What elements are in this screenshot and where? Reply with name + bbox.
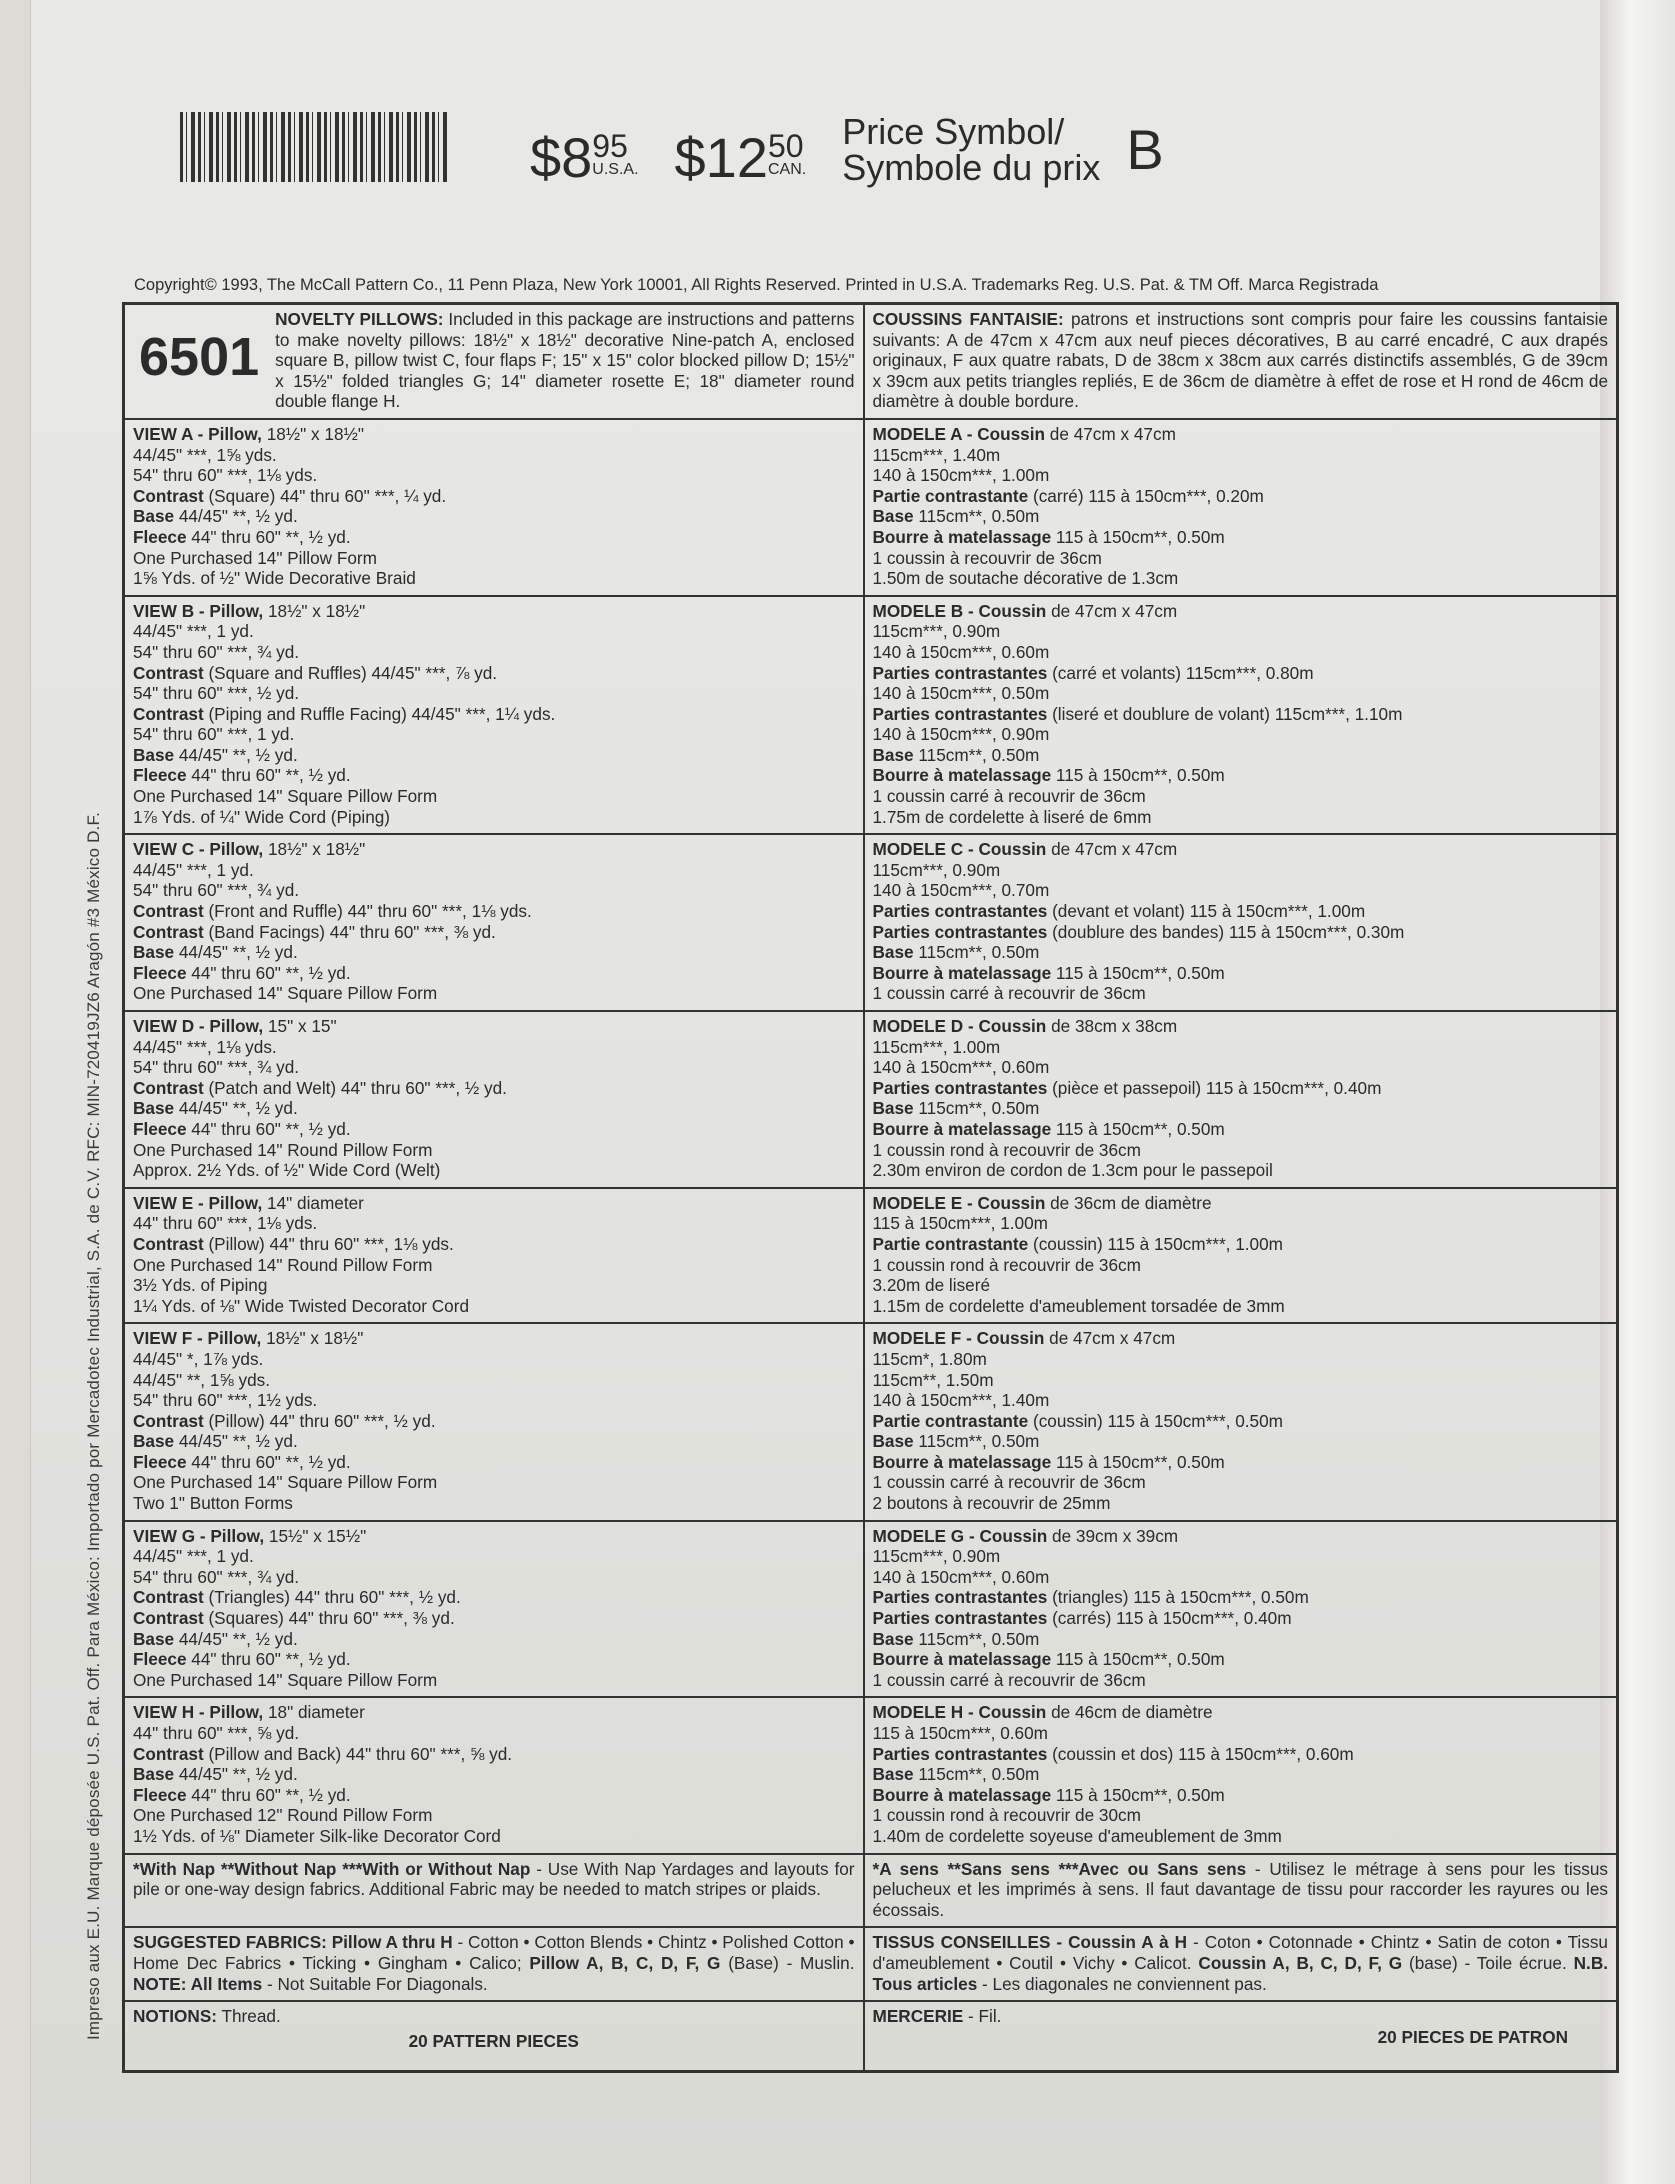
yardage-line: 115cm*, 1.80m — [872, 1348, 987, 1369]
intro-en — [275, 309, 854, 412]
view-title: VIEW H - Pillow, — [133, 1702, 264, 1723]
view-size: de 46cm de diamètre — [1051, 1702, 1213, 1723]
yardage-line: Base 44/45" **, ½ yd. — [133, 1628, 298, 1649]
view-size: 18½" x 18½" — [266, 1328, 364, 1349]
copyright-line: Copyright© 1993, The McCall Pattern Co., 11 Penn Plaza, New York 10001, All Rights Reserved. Printed in U.S.A. Trademarks Reg. U.S. Pat. & TM Off. Marca Registrada — [134, 276, 1379, 294]
yardage-line: 2.30m environ de cordon de 1.3cm pour le passepoil — [872, 1160, 1273, 1181]
notions-en-label: NOTIONS: — [133, 2006, 218, 2027]
yardage-line: Bourre à matelassage 115 à 150cm**, 0.50m — [872, 1649, 1225, 1670]
yardage-line: One Purchased 12" Round Pillow Form — [133, 1805, 433, 1826]
view-size: 15" x 15" — [267, 1016, 337, 1036]
yardage-line: Base 44/45" **, ½ yd. — [133, 506, 298, 527]
yardage-line: 115cm***, 1.00m — [872, 1036, 1001, 1057]
view-size: de 36cm de diamètre — [1050, 1192, 1212, 1213]
view-size: 15½" x 15½" — [268, 1525, 367, 1546]
fabrics-fr-text3: - Les diagonales ne conviennent pas. — [977, 1973, 1267, 1994]
view-heading — [873, 1702, 1609, 1723]
view-row — [124, 1521, 1618, 1698]
view-heading — [873, 601, 1609, 622]
notions-fr-text: - Fil. — [963, 2006, 1002, 2027]
view-size: de 47cm x 47cm — [1051, 839, 1178, 860]
yardage-line: Base 115cm**, 0.50m — [872, 1431, 1040, 1452]
yardage-line: 54" thru 60" ***, ¾ yd. — [133, 1057, 300, 1078]
view-heading — [873, 424, 1609, 445]
yardage-line: 54" thru 60" ***, 1 yd. — [133, 724, 295, 745]
nap-en-text: - Use With Nap Yardages and layouts for pile or one-way design fabrics. Additional Fabric may be needed to match stripes or plaids. — [133, 1858, 855, 1900]
price-symbol-label — [842, 111, 1101, 188]
notions-en-cell — [124, 2001, 864, 2072]
yardage-line: 140 à 150cm***, 0.90m — [872, 724, 1050, 745]
yardage-line: 44/45" **, 1⅝ yds. — [133, 1369, 271, 1390]
fabrics-fr-cell — [864, 1927, 1618, 2001]
yardage-line: Fleece 44" thru 60" **, ½ yd. — [133, 962, 351, 983]
fabrics-en-bold3: NOTE: All Items — [133, 1973, 263, 1994]
price-usa-label: U.S.A. — [592, 161, 639, 178]
yardage-line: 54" thru 60" ***, ¾ yd. — [133, 641, 300, 662]
intro-row — [124, 304, 1618, 419]
view-title: MODELE B - Coussin — [872, 600, 1047, 621]
yardage-line: One Purchased 14" Square Pillow Form — [133, 1669, 438, 1690]
view-size: 18½" x 18½" — [267, 839, 366, 860]
yardage-line: Contrast (Square and Ruffles) 44/45" ***, ⅞ yd. — [133, 662, 498, 683]
view-fr-cell — [864, 419, 1618, 596]
yardage-line: 140 à 150cm***, 1.40m — [872, 1390, 1050, 1411]
yardage-line: 44/45" ***, 1⅝ yds. — [133, 444, 277, 465]
yardage-line: Partie contrastante (carré) 115 à 150cm***, 0.20m — [872, 485, 1264, 506]
view-title: VIEW F - Pillow, — [133, 1328, 262, 1349]
yardage-line: 1⅝ Yds. of ½" Wide Decorative Braid — [133, 568, 416, 589]
intro-fr — [873, 309, 1609, 412]
yardage-line: 1 coussin à recouvrir de 36cm — [872, 547, 1102, 568]
yardage-line: 1 coussin rond à recouvrir de 36cm — [872, 1254, 1141, 1275]
fabrics-en-text: - Cotton • Cotton Blends • Chintz • Polished Cotton • Home Dec Fabrics • Ticking • Gingham • Calico; — [133, 1932, 855, 1973]
view-size: 18½" x 18½" — [267, 600, 366, 621]
price-symbol — [842, 111, 1164, 188]
view-row — [124, 419, 1618, 596]
yardage-line: Parties contrastantes (carrés) 115 à 150cm***, 0.40m — [872, 1608, 1292, 1629]
yardage-line: 1.15m de cordelette d'ameublement torsadée de 3mm — [872, 1295, 1285, 1316]
view-title: MODELE C - Coussin — [872, 839, 1047, 860]
view-fr-cell — [864, 1697, 1618, 1853]
fabrics-en-text2: (Base) - Muslin. — [720, 1952, 855, 1973]
yardage-line: One Purchased 14" Round Pillow Form — [133, 1254, 433, 1275]
price-header — [530, 96, 1164, 189]
price-usa-cents: 95 — [592, 128, 628, 164]
view-en-cell — [124, 1521, 864, 1698]
view-row — [124, 1188, 1618, 1324]
yardage-line: Bourre à matelassage 115 à 150cm**, 0.50m — [872, 962, 1225, 983]
fabrics-en-bold: SUGGESTED FABRICS: Pillow A thru H — [133, 1932, 453, 1953]
view-en-cell — [124, 1697, 864, 1853]
yardage-line: Fleece 44" thru 60" **, ½ yd. — [133, 765, 351, 786]
view-size: de 47cm x 47cm — [1049, 1328, 1176, 1349]
yardage-line: Fleece 44" thru 60" **, ½ yd. — [133, 1784, 351, 1805]
notions-row — [124, 2001, 1618, 2072]
view-title: MODELE A - Coussin — [872, 423, 1046, 444]
barcode — [180, 112, 450, 182]
yardage-line: Contrast (Square) 44" thru 60" ***, ¼ yd. — [133, 485, 447, 506]
view-heading — [873, 1526, 1609, 1547]
yardage-line: Fleece 44" thru 60" **, ½ yd. — [133, 526, 351, 547]
fabrics-en-cell — [124, 1927, 864, 2001]
view-row — [124, 1323, 1618, 1520]
yardage-line: Contrast (Squares) 44" thru 60" ***, ⅜ yd. — [133, 1608, 455, 1629]
view-heading — [133, 601, 855, 622]
price-usa — [530, 126, 639, 189]
nap-fr-cell — [864, 1854, 1618, 1928]
yardage-line: Contrast (Band Facings) 44" thru 60" ***, ⅜ yd. — [133, 921, 496, 942]
intro-en-text: Included in this package are instructions and patterns to make novelty pillows: 18½" x 18½" decorative Nine-patch A, enclosed square B, pillow twist C, four flaps F; 15" x 15" color blocked pillow D; 15½" x 15½" folded triangles G; 14" diameter rosette E; 18" diameter round double flange H. — [275, 309, 855, 412]
yardage-line: Base 44/45" **, ½ yd. — [133, 1098, 298, 1119]
yardage-line: Partie contrastante (coussin) 115 à 150cm***, 0.50m — [872, 1410, 1283, 1431]
yardage-line: 140 à 150cm***, 0.50m — [872, 683, 1050, 704]
view-title: VIEW A - Pillow, — [133, 423, 262, 444]
view-heading — [873, 1016, 1609, 1037]
fabrics-fr-text2: (base) - Toile écrue. — [1402, 1952, 1574, 1973]
view-fr-cell — [864, 1011, 1618, 1188]
yardage-line: Contrast (Triangles) 44" thru 60" ***, ½ yd. — [133, 1587, 461, 1608]
view-title: MODELE E - Coussin — [872, 1192, 1046, 1213]
pattern-pieces-count-fr: 20 PIECES DE PATRON — [1377, 2026, 1568, 2047]
yardage-line: 1.40m de cordelette soyeuse d'ameublement de 3mm — [872, 1825, 1282, 1846]
view-title: VIEW D - Pillow, — [133, 1016, 264, 1036]
yardage-line: 1 coussin rond à recouvrir de 36cm — [872, 1139, 1141, 1160]
view-title: MODELE F - Coussin — [872, 1328, 1045, 1349]
view-en-cell — [124, 1188, 864, 1324]
fabrics-fr-bold2: Coussin A, B, C, D, F, G — [1198, 1952, 1403, 1973]
yardage-line: Parties contrastantes (coussin et dos) 115 à 150cm***, 0.60m — [872, 1743, 1354, 1764]
yardage-line: One Purchased 14" Round Pillow Form — [133, 1139, 433, 1160]
yardage-line: Parties contrastantes (carré et volants) 115cm***, 0.80m — [872, 662, 1314, 683]
intro-fr-title: COUSSINS FANTAISIE: — [872, 309, 1064, 329]
yardage-line: 44/45" ***, 1 yd. — [133, 859, 254, 880]
yardage-line: One Purchased 14" Square Pillow Form — [133, 983, 438, 1004]
view-heading — [133, 839, 855, 860]
yardage-line: 1 coussin rond à recouvrir de 30cm — [872, 1805, 1141, 1826]
notions-fr-label: MERCERIE — [872, 2006, 964, 2027]
view-row — [124, 596, 1618, 835]
yardage-line: 1 coussin carré à recouvrir de 36cm — [872, 786, 1146, 807]
view-title: MODELE G - Coussin — [872, 1525, 1048, 1546]
yardage-line: 115cm***, 0.90m — [872, 859, 1001, 880]
yardage-line: 54" thru 60" ***, ¾ yd. — [133, 880, 300, 901]
yardage-line: 44/45" ***, 1⅛ yds. — [133, 1036, 277, 1057]
view-size: de 38cm x 38cm — [1051, 1016, 1178, 1036]
nap-row — [124, 1854, 1618, 1928]
yardage-line: Contrast (Front and Ruffle) 44" thru 60" ***, 1⅛ yds. — [133, 901, 532, 922]
view-en-cell — [124, 1323, 864, 1520]
yardage-line: Two 1" Button Forms — [133, 1493, 293, 1514]
yardage-line: Contrast (Pillow and Back) 44" thru 60" ***, ⅝ yd. — [133, 1743, 513, 1764]
yardage-line: Base 44/45" **, ½ yd. — [133, 1764, 298, 1785]
price-canada — [674, 126, 807, 189]
view-fr-cell — [864, 834, 1618, 1011]
view-heading — [133, 1526, 855, 1547]
view-title: MODELE D - Coussin — [872, 1016, 1047, 1036]
yardage-line: 140 à 150cm***, 0.60m — [872, 641, 1050, 662]
yardage-line: 44/45" ***, 1 yd. — [133, 1546, 254, 1567]
side-import-text: Impreso aux E.U. Marque déposée U.S. Pat. Off. Para México: Importado por Mercadotec Industrial, S.A. de C.V. RFC: MIN-720419JZ6 Aragón #3 México D.F. — [84, 811, 103, 2040]
fabrics-row — [124, 1927, 1618, 2001]
yardage-line: 115 à 150cm***, 0.60m — [872, 1723, 1048, 1743]
view-en-cell — [124, 834, 864, 1011]
yardage-line: 140 à 150cm***, 0.60m — [872, 1566, 1050, 1587]
yardage-line: 1 coussin carré à recouvrir de 36cm — [872, 983, 1146, 1004]
yardage-line: Approx. 2½ Yds. of ½" Wide Cord (Welt) — [133, 1160, 441, 1181]
yardage-line: One Purchased 14" Pillow Form — [133, 547, 377, 568]
yardage-line: 54" thru 60" ***, 1½ yds. — [133, 1390, 318, 1411]
view-row — [124, 1011, 1618, 1188]
yardage-line: One Purchased 14" Square Pillow Form — [133, 1472, 438, 1493]
view-heading — [133, 424, 855, 445]
yardage-line: 54" thru 60" ***, 1⅛ yds. — [133, 465, 318, 486]
view-fr-cell — [864, 1323, 1618, 1520]
notions-en-text: Thread. — [217, 2006, 281, 2027]
yardage-line: Base 115cm**, 0.50m — [872, 506, 1040, 527]
yardage-line: 44/45" ***, 1 yd. — [133, 621, 254, 642]
yardage-line: 1.50m de soutache décorative de 1.3cm — [872, 568, 1179, 589]
view-heading — [133, 1193, 855, 1214]
yardage-line: 44/45" *, 1⅞ yds. — [133, 1348, 264, 1369]
yardage-line: Base 44/45" **, ½ yd. — [133, 942, 298, 963]
pattern-pieces-count-en: 20 PATTERN PIECES — [408, 2030, 579, 2051]
yardage-line: Bourre à matelassage 115 à 150cm**, 0.50m — [872, 765, 1225, 786]
yardage-line: Parties contrastantes (devant et volant) 115 à 150cm***, 1.00m — [872, 901, 1366, 922]
intro-fr-cell — [864, 304, 1618, 419]
price-can-label: CAN. — [767, 161, 807, 178]
price-can-cents: 50 — [767, 128, 804, 164]
view-fr-cell — [864, 596, 1618, 835]
yardage-line: Bourre à matelassage 115 à 150cm**, 0.50m — [872, 1784, 1225, 1805]
view-fr-cell — [864, 1188, 1618, 1324]
yardage-line: 44" thru 60" ***, 1⅛ yds. — [133, 1213, 318, 1234]
view-size: de 47cm x 47cm — [1051, 600, 1178, 621]
view-heading — [873, 1328, 1609, 1349]
yardage-line: Bourre à matelassage 115 à 150cm**, 0.50m — [872, 526, 1225, 547]
yardage-line: 115cm***, 0.90m — [872, 1546, 1001, 1567]
yardage-line: Parties contrastantes (pièce et passepoil) 115 à 150cm***, 0.40m — [872, 1077, 1382, 1098]
yardage-line: Base 115cm**, 0.50m — [872, 1628, 1040, 1649]
yardage-line: 2 boutons à recouvrir de 25mm — [872, 1493, 1111, 1514]
view-size: 18" diameter — [267, 1702, 365, 1723]
yardage-line: 115cm**, 1.50m — [872, 1369, 994, 1390]
yardage-line: One Purchased 14" Square Pillow Form — [133, 786, 438, 807]
intro-fr-text: patrons et instructions sont compris pour faire les coussins fantaisie suivants: A de 47cm x 47cm aux neuf pieces décoratives, B au carré encadré, C aux drapés originaux, F aux quatre rabats, D de 38cm x 38cm aux carrés distinctifs assemblés, G de 39cm x 39cm aux petits triangles repliés, E de 36cm de diamètre à effet de rose et H rond de 46cm de diamètre à double bordure. — [872, 309, 1608, 412]
fabrics-en-bold2: Pillow A, B, C, D, F, G — [529, 1952, 721, 1973]
view-heading — [133, 1016, 855, 1037]
yardage-line: 140 à 150cm***, 1.00m — [872, 465, 1050, 486]
yardage-line: 1 coussin carré à recouvrir de 36cm — [872, 1669, 1146, 1690]
price-symbol-label-fr: Symbole du prix — [842, 147, 1101, 188]
view-en-cell — [124, 419, 864, 596]
view-title: VIEW C - Pillow, — [133, 839, 264, 860]
yardage-line: 115cm***, 0.90m — [872, 621, 1001, 642]
yardage-line: 54" thru 60" ***, ¾ yd. — [133, 1566, 300, 1587]
yardage-line: Parties contrastantes (doublure des bandes) 115 à 150cm***, 0.30m — [872, 921, 1405, 942]
view-row — [124, 834, 1618, 1011]
fabrics-fr-text: - Coton • Cotonnade • Chintz • Satin de coton • Tissu d'ameublement • Coutil • Vichy • Calicot. — [872, 1932, 1608, 1973]
nap-en-cell — [124, 1854, 864, 1928]
view-title: VIEW G - Pillow, — [133, 1525, 265, 1546]
intro-en-title: NOVELTY PILLOWS: — [275, 309, 444, 329]
fabrics-fr-bold: TISSUS CONSEILLES - Coussin A à H — [872, 1932, 1188, 1953]
yardage-line: Base 115cm**, 0.50m — [872, 1098, 1040, 1119]
yardage-line: Partie contrastante (coussin) 115 à 150cm***, 1.00m — [872, 1233, 1283, 1254]
yardage-line: Parties contrastantes (liseré et doublure de volant) 115cm***, 1.10m — [872, 703, 1403, 724]
yardage-line: Fleece 44" thru 60" **, ½ yd. — [133, 1649, 351, 1670]
view-title: VIEW B - Pillow, — [133, 600, 264, 621]
pattern-number: 6501 — [139, 327, 260, 387]
yardage-line: Bourre à matelassage 115 à 150cm**, 0.50m — [872, 1118, 1225, 1139]
view-size: de 47cm x 47cm — [1049, 423, 1176, 444]
yardage-line: Base 44/45" **, ½ yd. — [133, 744, 298, 765]
nap-fr-bold: *A sens **Sans sens ***Avec ou Sans sens — [872, 1858, 1247, 1879]
yardage-line: Base 115cm**, 0.50m — [872, 744, 1040, 765]
view-title: VIEW E - Pillow, — [133, 1192, 263, 1213]
nap-en-bold: *With Nap **Without Nap ***With or Without Nap — [133, 1858, 531, 1879]
view-row — [124, 1697, 1618, 1853]
yardage-line: Base 115cm**, 0.50m — [872, 1764, 1040, 1785]
yardage-line: Parties contrastantes (triangles) 115 à 150cm***, 0.50m — [872, 1587, 1309, 1608]
view-heading — [873, 839, 1609, 860]
yardage-line: 115 à 150cm***, 1.00m — [872, 1213, 1048, 1234]
yardage-line: 1 coussin carré à recouvrir de 36cm — [872, 1472, 1146, 1493]
price-symbol-letter: B — [1126, 118, 1164, 181]
yardage-line: 140 à 150cm***, 0.60m — [872, 1057, 1050, 1078]
yardage-line: 1½ Yds. of ⅛" Diameter Silk-like Decorator Cord — [133, 1825, 501, 1846]
fabrics-fr-bold3: N.B. Tous articles — [872, 1952, 1608, 1994]
yardage-line: 3½ Yds. of Piping — [133, 1275, 268, 1296]
view-heading — [133, 1702, 855, 1723]
yardage-line: Base 115cm**, 0.50m — [872, 942, 1040, 963]
price-usa-dollars: $8 — [530, 126, 593, 189]
yardage-line: Bourre à matelassage 115 à 150cm**, 0.50m — [872, 1451, 1225, 1472]
view-size: 18½" x 18½" — [266, 423, 364, 444]
yardage-line: 1⅞ Yds. of ¼" Wide Cord (Piping) — [133, 806, 391, 827]
yardage-line: 1.75m de cordelette à liseré de 6mm — [872, 806, 1152, 827]
yardage-line: Fleece 44" thru 60" **, ½ yd. — [133, 1118, 351, 1139]
view-fr-cell — [864, 1521, 1618, 1698]
view-size: de 39cm x 39cm — [1052, 1525, 1179, 1546]
yardage-line: Contrast (Pillow) 44" thru 60" ***, 1⅛ yds. — [133, 1233, 454, 1254]
view-heading — [873, 1193, 1609, 1214]
intro-en-cell — [124, 304, 864, 419]
price-symbol-label-en: Price Symbol/ — [842, 111, 1065, 152]
yardage-line: 44" thru 60" ***, ⅝ yd. — [133, 1723, 300, 1743]
fabrics-en-text3: - Not Suitable For Diagonals. — [262, 1973, 488, 1994]
nap-fr-text: - Utilisez le métrage à sens pour les tissus pelucheux et les imprimés à sens. Il faut davantage de tissu pour raccorder les rayures ou les écossais. — [872, 1858, 1608, 1920]
view-en-cell — [124, 1011, 864, 1188]
view-size: 14" diameter — [267, 1192, 364, 1213]
yardage-line: 140 à 150cm***, 0.70m — [872, 880, 1050, 901]
price-can-dollars: $12 — [674, 126, 768, 189]
yardage-line: Contrast (Patch and Welt) 44" thru 60" ***, ½ yd. — [133, 1077, 507, 1098]
view-en-cell — [124, 596, 864, 835]
yardage-line: Contrast (Piping and Ruffle Facing) 44/45" ***, 1¼ yds. — [133, 703, 556, 724]
yardage-line: Base 44/45" **, ½ yd. — [133, 1431, 298, 1452]
view-heading — [133, 1328, 855, 1349]
yardage-table — [122, 302, 1619, 2073]
yardage-line: Fleece 44" thru 60" **, ½ yd. — [133, 1451, 351, 1472]
yardage-line: 115cm***, 1.40m — [872, 444, 1001, 465]
yardage-line: 54" thru 60" ***, ½ yd. — [133, 683, 300, 704]
yardage-line: Contrast (Pillow) 44" thru 60" ***, ½ yd. — [133, 1410, 436, 1431]
view-title: MODELE H - Coussin — [872, 1702, 1047, 1723]
yardage-line: 1¼ Yds. of ⅛" Wide Twisted Decorator Cord — [133, 1295, 470, 1316]
notions-fr-cell — [864, 2001, 1618, 2072]
yardage-line: 3.20m de liseré — [872, 1275, 991, 1296]
